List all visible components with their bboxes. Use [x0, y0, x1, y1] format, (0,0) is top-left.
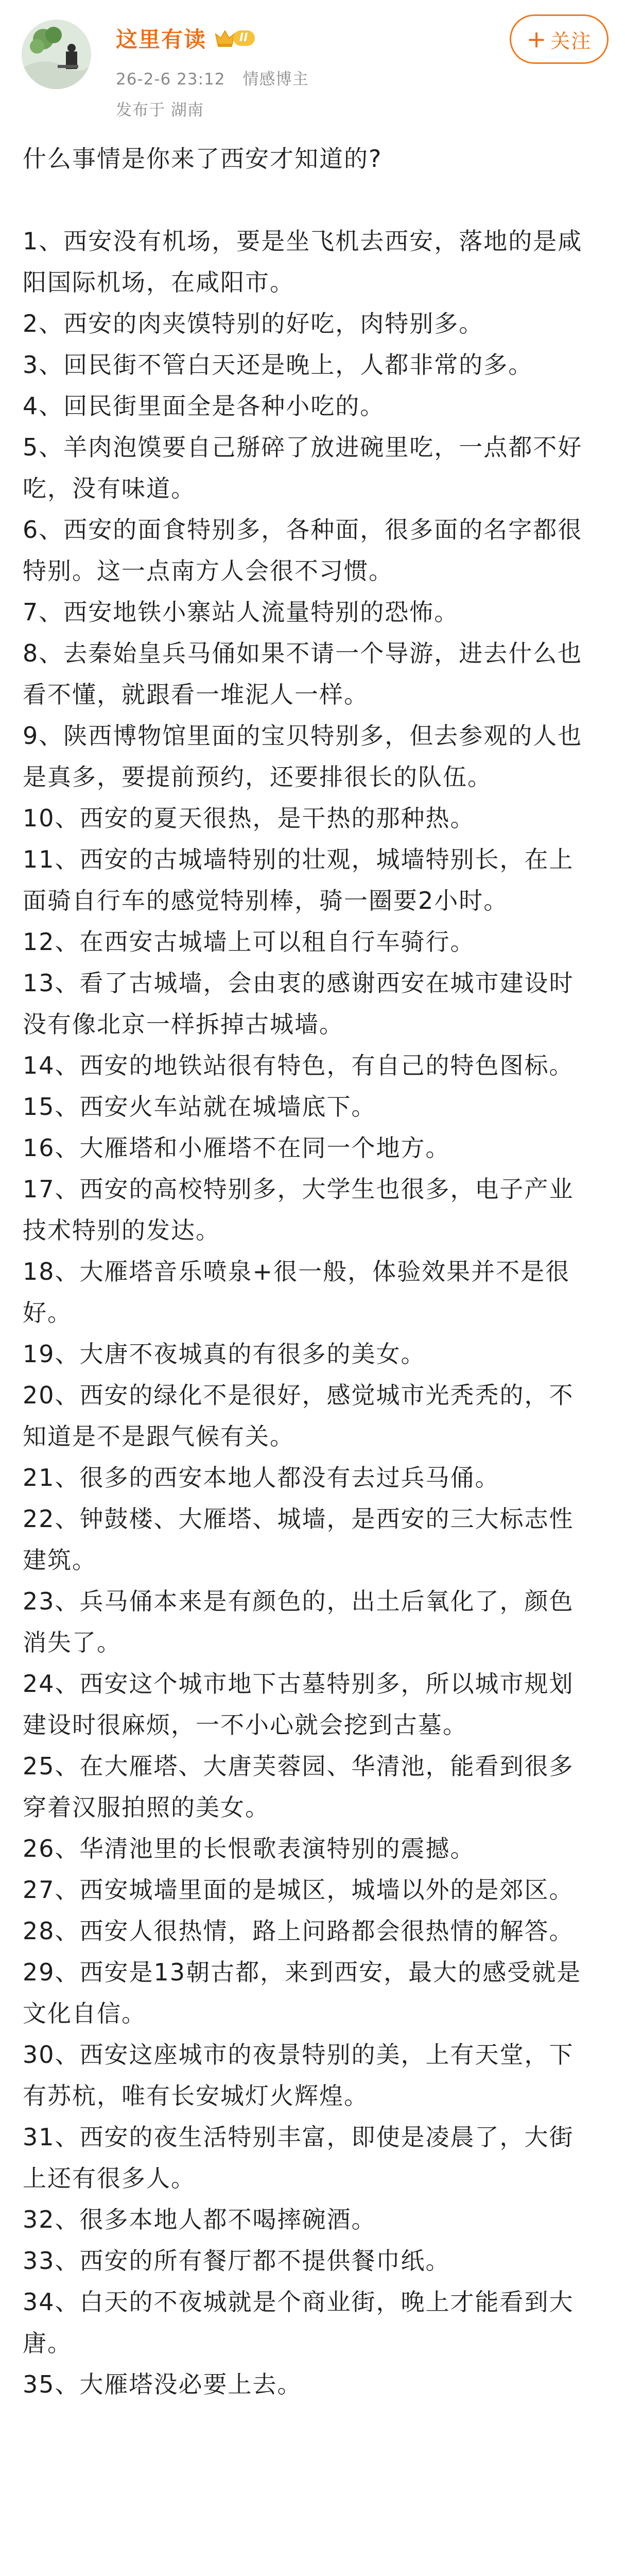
level-label: II	[233, 30, 255, 46]
post-header	[0, 0, 625, 129]
author-row	[116, 23, 255, 54]
post-meta	[116, 66, 308, 89]
list-item: 12、在西安古城墙上可以租自行车骑行。	[23, 928, 475, 956]
list-item: 31、西安的夜生活特别丰富，即使是凌晨了，大街上还有很多人。	[23, 2123, 574, 2192]
avatar[interactable]	[22, 20, 91, 89]
list-item: 10、西安的夏天很热，是干热的那种热。	[23, 804, 475, 832]
post-question: 什么事情是你来了西安才知道的?	[23, 145, 383, 173]
list-item: 8、去秦始皇兵马俑如果不请一个导游，进去什么也看不懂，就跟看一堆泥人一样。	[23, 639, 583, 708]
list-item: 5、羊肉泡馍要自己掰碎了放进碗里吃，一点都不好吃，没有味道。	[23, 433, 583, 502]
plus-icon: +	[526, 25, 548, 53]
list-item: 27、西安城墙里面的是城区，城墙以外的是郊区。	[23, 1876, 574, 1904]
list-item: 22、钟鼓楼、大雁塔、城墙，是西安的三大标志性建筑。	[23, 1505, 574, 1574]
list-item: 7、西安地铁小寨站人流量特别的恐怖。	[23, 598, 459, 626]
follow-label: 关注	[550, 29, 592, 53]
list-item: 9、陕西博物馆里面的宝贝特别多，但去参观的人也是真多，要提前预约，还要排很长的队伍。	[23, 722, 583, 791]
list-item: 20、西安的绿化不是很好，感觉城市光秃秃的，不知道是不是跟气候有关。	[23, 1381, 574, 1450]
list-item: 19、大唐不夜城真的有很多的美女。	[23, 1340, 426, 1368]
list-item: 35、大雁塔没必要上去。	[23, 2370, 302, 2398]
list-item: 14、西安的地铁站很有特色，有自己的特色图标。	[23, 1052, 574, 1079]
list-item: 30、西安这座城市的夜景特别的美，上有天堂，下有苏杭，唯有长安城灯火辉煌。	[23, 2041, 574, 2110]
list-item: 18、大雁塔音乐喷泉+很一般，体验效果并不是很好。	[23, 1258, 570, 1327]
post-content	[23, 138, 589, 2405]
author-name[interactable]: 这里有读	[116, 27, 207, 52]
list-item: 29、西安是13朝古都，来到西安，最大的感受就是文化自信。	[23, 1958, 582, 2027]
list-item: 34、白天的不夜城就是个商业街，晚上才能看到大唐。	[23, 2288, 574, 2357]
list-item: 23、兵马俑本来是有颜色的，出土后氧化了，颜色消失了。	[23, 1587, 574, 1656]
list-item: 17、西安的高校特别多，大学生也很多，电子产业技术特别的发达。	[23, 1175, 574, 1244]
post-time: 26-2-6 23:12	[116, 70, 225, 89]
list-item: 25、在大雁塔、大唐芙蓉园、华清池，能看到很多穿着汉服拍照的美女。	[23, 1752, 574, 1821]
list-item: 24、西安这个城市地下古墓特别多，所以城市规划建设时很麻烦，一不小心就会挖到古墓。	[23, 1670, 574, 1739]
list-item: 11、西安的古城墙特别的壮观，城墙特别长，在上面骑自行车的感觉特别棒，骑一圈要2小时。	[23, 845, 574, 914]
list-item: 26、华清池里的长恨歌表演特别的震撼。	[23, 1835, 475, 1862]
list-item: 33、西安的所有餐厅都不提供餐巾纸。	[23, 2247, 450, 2275]
list-item: 21、很多的西安本地人都没有去过兵马俑。	[23, 1464, 500, 1492]
post-location: 发布于 湖南	[116, 101, 204, 120]
list-item: 28、西安人很热情，路上问路都会很热情的解答。	[23, 1917, 574, 1945]
list-item: 3、回民街不管白天还是晚上，人都非常的多。	[23, 351, 533, 379]
list-item: 13、看了古城墙，会由衷的感谢西安在城市建设时没有像北京一样拆掉古城墙。	[23, 969, 574, 1038]
author-title: 情感博主	[242, 70, 309, 89]
post-list	[23, 221, 589, 2405]
level-badge	[214, 28, 255, 48]
list-item: 2、西安的肉夹馍特别的好吃，肉特别多。	[23, 310, 484, 337]
list-item: 32、很多本地人都不喝摔碗酒。	[23, 2206, 376, 2233]
follow-button[interactable]	[510, 14, 609, 64]
list-item: 15、西安火车站就在城墙底下。	[23, 1093, 376, 1121]
list-item: 16、大雁塔和小雁塔不在同一个地方。	[23, 1134, 450, 1162]
avatar-image	[22, 20, 91, 89]
list-item: 4、回民街里面全是各种小吃的。	[23, 392, 385, 420]
list-item: 6、西安的面食特别多，各种面，很多面的名字都很特别。这一点南方人会很不习惯。	[23, 516, 583, 585]
list-item: 1、西安没有机场，要是坐飞机去西安，落地的是咸阳国际机场，在咸阳市。	[23, 227, 583, 296]
